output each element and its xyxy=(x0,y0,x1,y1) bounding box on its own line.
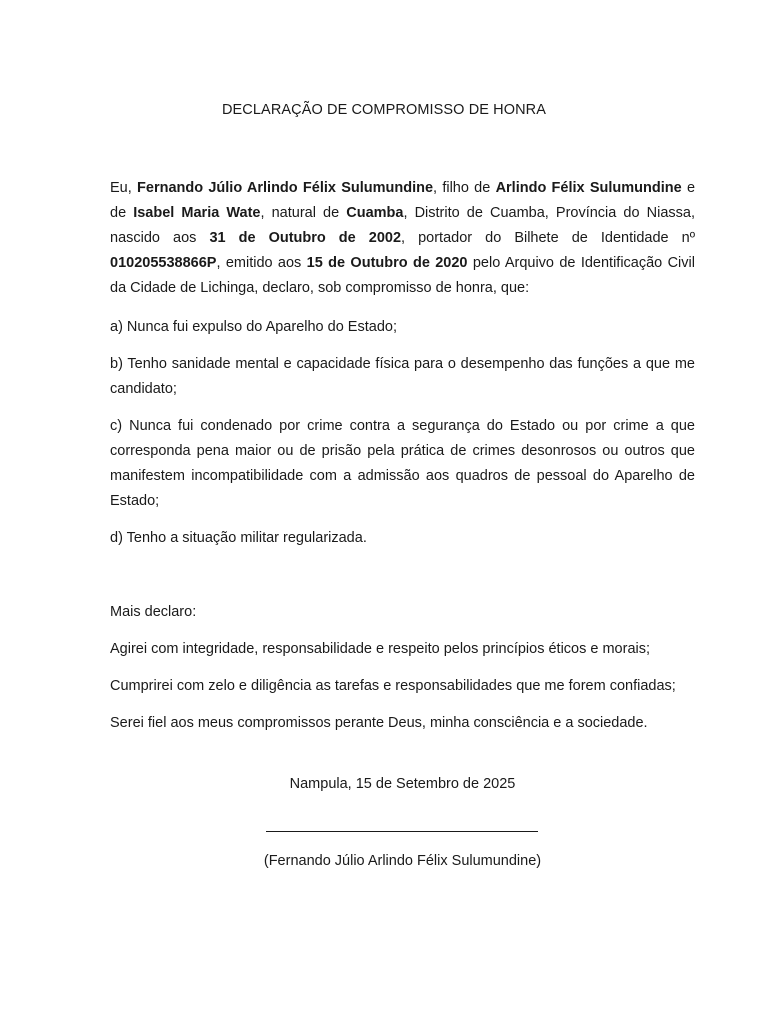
declaration-items xyxy=(110,315,695,563)
more-heading: Mais declaro: xyxy=(110,604,197,620)
place-and-date: Nampula, 15 de Setembro de 2025 xyxy=(289,776,516,792)
additional-declarations xyxy=(110,600,695,748)
intro-text: , filho de xyxy=(433,180,496,196)
id-number: 010205538866P xyxy=(110,255,217,271)
mother-name: Isabel Maria Wate xyxy=(133,205,261,221)
document-title: DECLARAÇÃO DE COMPROMISSO DE HONRA xyxy=(221,102,547,118)
intro-section xyxy=(110,176,695,301)
additional-item: Agirei com integridade, responsabilidade e respeito pelos princípios éticos e morais; xyxy=(110,641,651,657)
birthplace: Cuamba xyxy=(346,205,404,221)
birth-date: 31 de Outubro de 2002 xyxy=(209,230,402,246)
signatory-name: (Fernando Júlio Arlindo Félix Sulumundine) xyxy=(263,853,542,869)
declarant-name: Fernando Júlio Arlindo Félix Sulumundine xyxy=(137,180,434,196)
intro-text: Eu, xyxy=(110,180,138,196)
declaration-item-c: c) Nunca fui condenado por crime contra a segurança do Estado ou por crime a que corresponda pena maior ou de prisão pela prática de crimes desonrosos ou outros que manifestem incompatibilidade com a admissão aos quadros de pessoal do Aparelho de Estado; xyxy=(110,418,695,509)
declaration-item-b: b) Tenho sanidade mental e capacidade física para o desempenho das funções a que me candidato; xyxy=(110,356,695,397)
intro-paragraph xyxy=(110,176,695,301)
intro-text: e de xyxy=(110,180,696,221)
issue-date: 15 de Outubro de 2020 xyxy=(306,255,468,271)
intro-text: pelo Arquivo de Identificação Civil da Cidade de Lichinga, declaro, sob compromisso de honra, que: xyxy=(110,255,695,296)
additional-item: Cumprirei com zelo e diligência as tarefas e responsabilidades que me forem confiadas; xyxy=(110,678,676,694)
declaration-item-d: d) Tenho a situação militar regularizada. xyxy=(110,530,367,546)
signature-line xyxy=(266,831,538,832)
additional-item: Serei fiel aos meus compromissos perante Deus, minha consciência e a sociedade. xyxy=(110,715,648,731)
intro-text: , emitido aos xyxy=(216,255,307,271)
declaration-item-a: a) Nunca fui expulso do Aparelho do Estado; xyxy=(110,319,397,335)
father-name: Arlindo Félix Sulumundine xyxy=(495,180,682,196)
intro-text: , Distrito de Cuamba, Província do Niassa, nascido aos xyxy=(110,205,695,246)
intro-text: , natural de xyxy=(260,205,347,221)
intro-text: , portador do Bilhete de Identidade nº xyxy=(401,230,695,246)
